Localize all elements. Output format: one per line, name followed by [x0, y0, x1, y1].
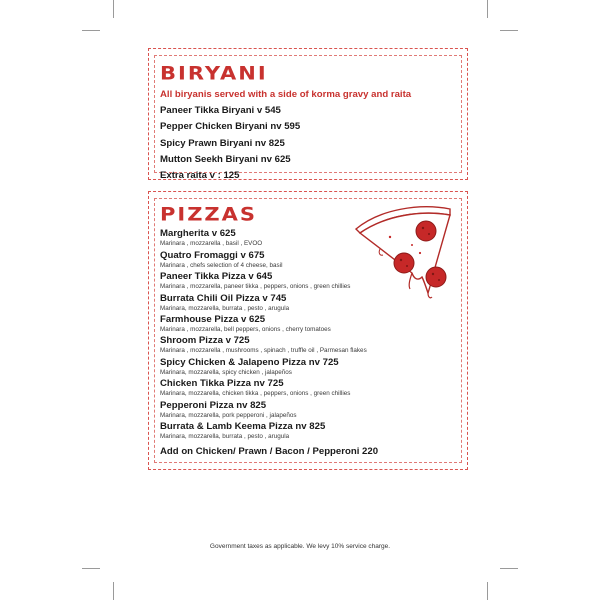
biryani-item: Pepper Chicken Biryani nv 595: [160, 121, 301, 133]
pizza-item: [160, 400, 460, 419]
pizza-item: [160, 314, 460, 333]
pizza-item-desc: Marinara , chefs selection of 4 cheese, basil: [160, 261, 283, 269]
pizzas-title: PIZZAS: [160, 203, 258, 225]
pizza-item: [160, 378, 460, 397]
pizza-item-name: Paneer Tikka Pizza v 645: [160, 271, 273, 283]
pizza-item-name: Quatro Fromaggi v 675: [160, 249, 265, 261]
biryani-item: Spicy Prawn Biryani nv 825: [160, 137, 285, 149]
pizza-item-desc: Marinara , mozzarella , mushrooms , spinach , truffle oil , Parmesan flakes: [160, 347, 367, 355]
pizza-item: [160, 335, 460, 354]
pizza-item-name: Burrata Chili Oil Pizza v 745: [160, 292, 287, 304]
pizza-item-desc: Marinara , mozzarella , basil , EVOO: [160, 240, 263, 248]
pizza-item-desc: Marinara, mozzarella, chicken tikka , peppers, onions , green chillies: [160, 390, 351, 398]
crop-mark: [82, 568, 100, 569]
pizza-slice-icon: [350, 201, 454, 301]
biryani-item: Mutton Seekh Biryani nv 625: [160, 153, 291, 165]
biryani-section: [160, 64, 460, 181]
biryani-list: [160, 105, 460, 181]
pizza-item-desc: Marinara , mozzarella, bell peppers, onions , cherry tomatoes: [160, 325, 331, 333]
biryani-title: BIRYANI: [160, 62, 268, 84]
crop-mark: [113, 0, 114, 18]
pizza-item-name: Farmhouse Pizza v 625: [160, 313, 266, 325]
biryani-subtitle: All biryanis served with a side of korma gravy and raita: [160, 89, 412, 100]
pepperoni-icon: [394, 253, 414, 273]
pizza-item-name: Margherita v 625: [160, 228, 236, 240]
crop-mark: [500, 568, 518, 569]
pizza-item-desc: Marinara, mozzarella, burrata , pesto , arugula: [160, 432, 290, 440]
pizza-item: [160, 357, 460, 376]
pizza-item: [160, 421, 460, 440]
pizza-item-name: Spicy Chicken & Jalapeno Pizza nv 725: [160, 356, 339, 368]
pizza-item-name: Chicken Tikka Pizza nv 725: [160, 378, 284, 390]
pizza-item-desc: Marinara, mozzarella, spicy chicken , jalapeños: [160, 368, 292, 376]
crop-mark: [113, 582, 114, 600]
pepperoni-icon: [426, 267, 446, 287]
biryani-item: Paneer Tikka Biryani v 545: [160, 105, 281, 117]
crop-mark: [487, 0, 488, 18]
crop-mark: [500, 30, 518, 31]
pizza-item-name: Shroom Pizza v 725: [160, 335, 250, 347]
pizza-item-name: Burrata & Lamb Keema Pizza nv 825: [160, 420, 326, 432]
pepperoni-icon: [416, 221, 436, 241]
pizza-item-desc: Marinara, mozzarella, pork pepperoni , jalapeños: [160, 411, 297, 419]
crop-mark: [487, 582, 488, 600]
crop-mark: [82, 30, 100, 31]
footer-note: Government taxes as applicable. We levy 10% service charge.: [209, 543, 391, 550]
pizza-item-desc: Marinara , mozzarella, paneer tikka , peppers, onions , green chillies: [160, 283, 351, 291]
pizza-addon: Add on Chicken/ Prawn / Bacon / Pepperoni 220: [160, 445, 379, 457]
pizza-item-desc: Marinara, mozzarella, burrata , pesto , arugula: [160, 304, 290, 312]
pizza-item-name: Pepperoni Pizza nv 825: [160, 399, 267, 411]
biryani-item: Extra raita v : 125: [160, 169, 240, 181]
